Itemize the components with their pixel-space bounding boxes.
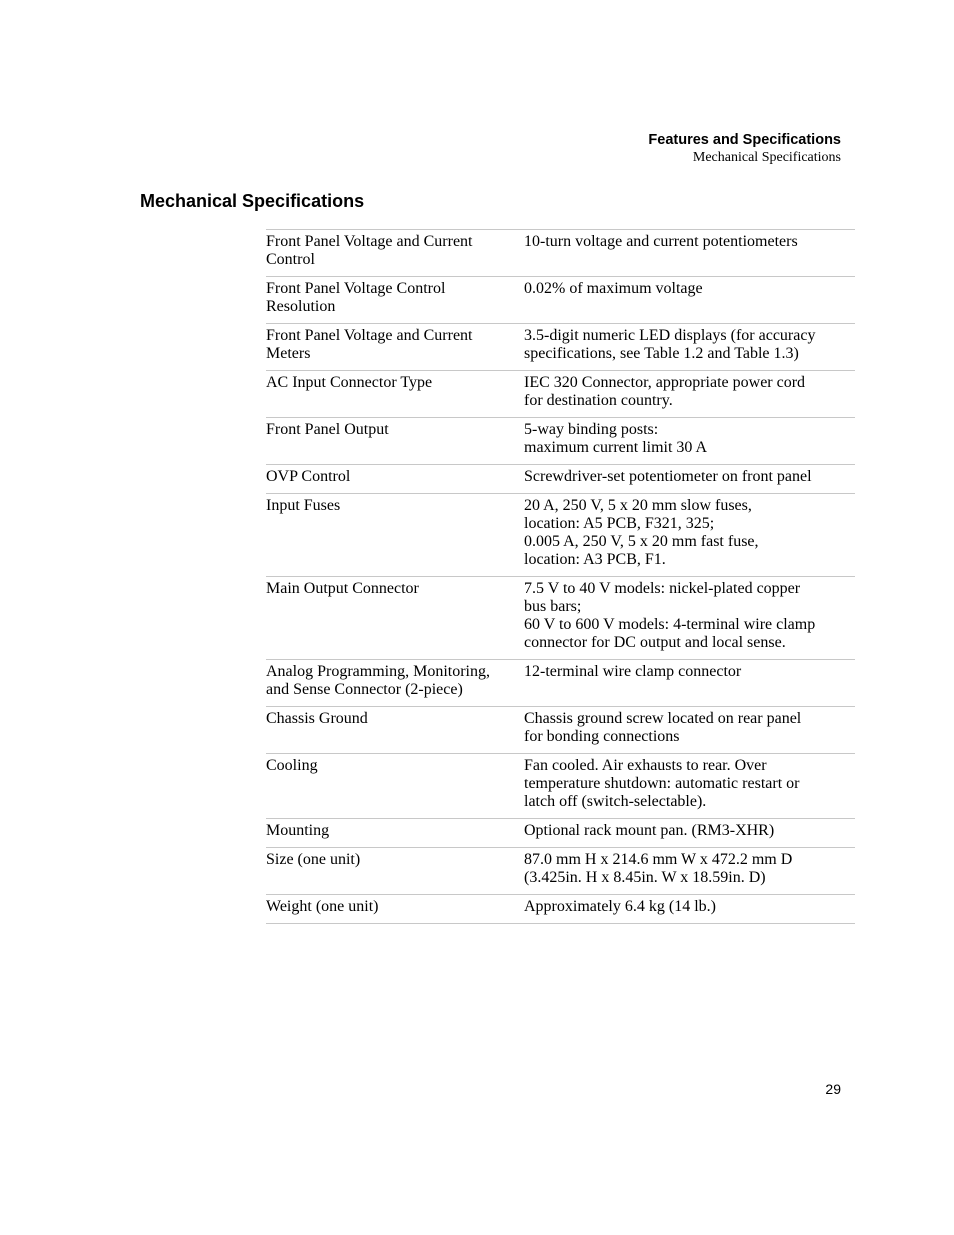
- spec-value: 10-turn voltage and current potentiometers: [524, 233, 798, 250]
- spec-value: 3.5-digit numeric LED displays (for accuracy specifications, see Table 1.2 and Table 1.3): [524, 327, 816, 362]
- spec-label: Mounting: [266, 822, 330, 839]
- page-number: 29: [825, 1081, 841, 1097]
- spec-value: 0.02% of maximum voltage: [524, 280, 703, 297]
- spec-value: 12-terminal wire clamp connector: [524, 663, 742, 680]
- spec-value: Optional rack mount pan. (RM3-XHR): [524, 822, 775, 839]
- table-row: [266, 277, 855, 324]
- table-row: [266, 848, 855, 895]
- spec-value: Approximately 6.4 kg (14 lb.): [524, 898, 716, 915]
- table-row: [266, 707, 855, 754]
- spec-label: Input Fuses: [266, 497, 341, 514]
- table-row: [266, 577, 855, 660]
- specifications-table: [266, 229, 855, 924]
- spec-label: OVP Control: [266, 468, 351, 485]
- table-row: [266, 324, 855, 371]
- spec-label: Analog Programming, Monitoring, and Sense Connector (2-piece): [266, 663, 490, 698]
- table-row: [266, 754, 855, 819]
- spec-label: Front Panel Voltage Control Resolution: [266, 280, 446, 315]
- spec-value: 7.5 V to 40 V models: nickel-plated copper bus bars; 60 V to 600 V models: 4-terminal wire clamp connector for DC output and local sense.: [524, 580, 816, 651]
- table-row: [266, 819, 855, 848]
- spec-label: Weight (one unit): [266, 898, 379, 915]
- spec-label: Main Output Connector: [266, 580, 419, 597]
- spec-label: Front Panel Voltage and Current Meters: [266, 327, 473, 362]
- running-header: [648, 131, 841, 167]
- spec-value: Screwdriver-set potentiometer on front panel: [524, 468, 812, 485]
- spec-value: Fan cooled. Air exhausts to rear. Over temperature shutdown: automatic restart or latch off (switch-selectable).: [524, 757, 800, 810]
- spec-value: 87.0 mm H x 214.6 mm W x 472.2 mm D (3.425in. H x 8.45in. W x 18.59in. D): [524, 851, 793, 886]
- spec-value: 5-way binding posts: maximum current limit 30 A: [524, 421, 708, 456]
- spec-label: Size (one unit): [266, 851, 361, 868]
- table-row: [266, 465, 855, 494]
- section-heading: Mechanical Specifications: [140, 191, 365, 211]
- spec-value: IEC 320 Connector, appropriate power cord for destination country.: [524, 374, 806, 409]
- spec-label: Front Panel Voltage and Current Control: [266, 233, 473, 268]
- spec-value: 20 A, 250 V, 5 x 20 mm slow fuses, location: A5 PCB, F321, 325; 0.005 A, 250 V, 5 x 20 mm fast fuse, location: A3 PCB, F1.: [524, 497, 759, 568]
- spec-label: Cooling: [266, 757, 318, 774]
- table-row: [266, 660, 855, 707]
- table-row: [266, 494, 855, 577]
- spec-label: Front Panel Output: [266, 421, 389, 438]
- section-subtitle: Mechanical Specifications: [692, 150, 841, 165]
- table-row: [266, 371, 855, 418]
- table-row: [266, 230, 855, 277]
- table-row: [266, 418, 855, 465]
- spec-label: Chassis Ground: [266, 710, 368, 727]
- table-row: [266, 895, 855, 924]
- chapter-title: Features and Specifications: [648, 132, 841, 148]
- spec-value: Chassis ground screw located on rear panel for bonding connections: [524, 710, 802, 745]
- spec-label: AC Input Connector Type: [266, 374, 433, 391]
